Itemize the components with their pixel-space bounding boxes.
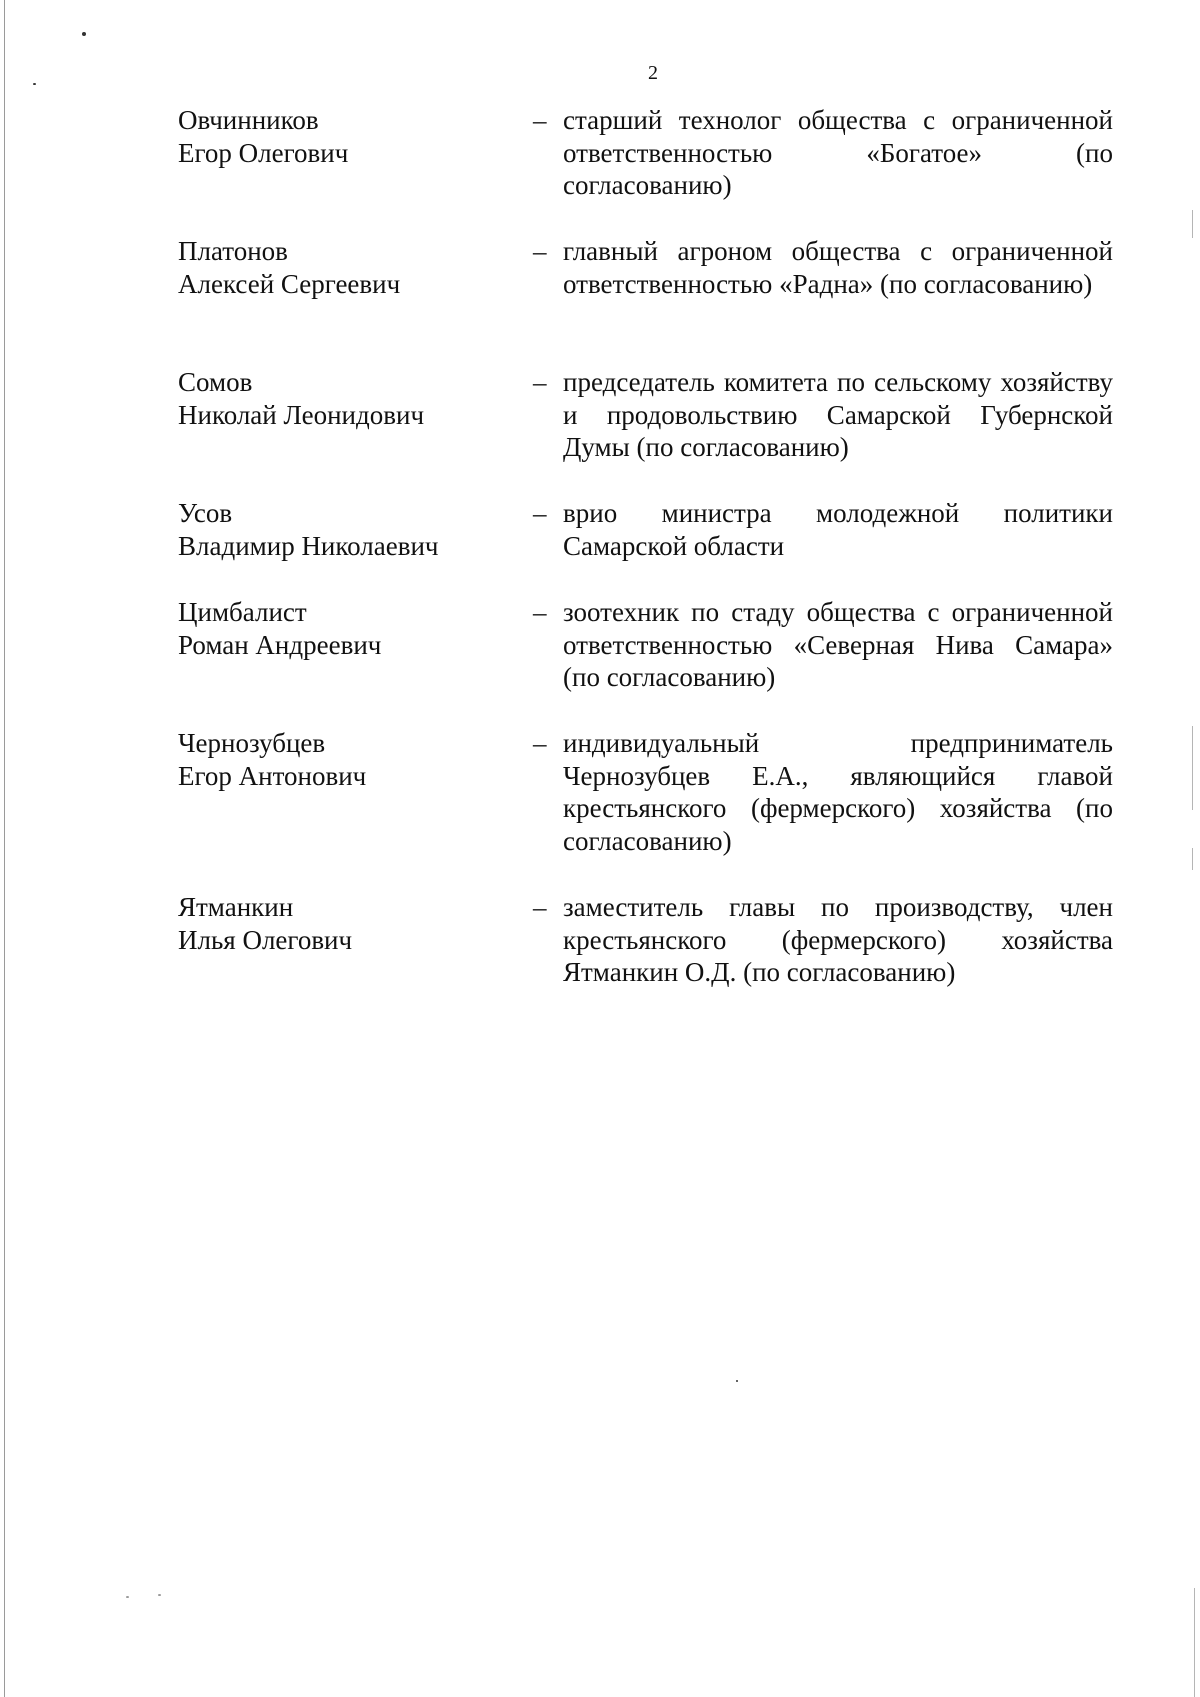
scan-edge-mark: [1194, 1588, 1195, 1697]
member-surname: Цимбалист: [178, 597, 307, 627]
scan-speck: [82, 32, 86, 36]
member-surname: Платонов: [178, 236, 288, 266]
scan-edge-mark: [1192, 210, 1193, 238]
member-name: [178, 727, 518, 792]
entry-dash: –: [533, 367, 547, 397]
member-surname: Чернозубцев: [178, 728, 326, 758]
member-position: главный агроном общества с ограниченной ответственностью «Радна» (по согласованию): [563, 236, 1113, 299]
member-name: [178, 366, 518, 431]
entry-dash: –: [533, 105, 547, 135]
scan-edge-mark: [1192, 848, 1193, 870]
scan-edge-mark: [1192, 726, 1193, 810]
member-surname: Ятманкин: [178, 892, 294, 922]
member-given-names: Николай Леонидович: [178, 399, 425, 430]
member-given-names: Владимир Николаевич: [178, 530, 439, 561]
scan-speck: [736, 1380, 738, 1382]
entry-dash: –: [533, 892, 547, 922]
member-given-names: Илья Олегович: [178, 924, 353, 955]
member-name: [178, 104, 518, 169]
member-surname: Усов: [178, 498, 233, 528]
entry-dash: –: [533, 728, 547, 758]
entry-dash: –: [533, 236, 547, 266]
member-given-names: Егор Олегович: [178, 137, 349, 168]
member-position: председатель комитета по сельскому хозяйству и продовольствию Самарской Губернской Думы (по согласованию): [563, 367, 1113, 462]
member-position: зоотехник по стаду общества с ограниченной ответственностью «Северная Нива Самара» (по согласованию): [563, 597, 1113, 692]
member-given-names: Егор Антонович: [178, 760, 367, 791]
scan-speck: [158, 1594, 161, 1596]
scan-edge-line: [4, 0, 5, 1697]
page-number: 2: [648, 62, 658, 84]
member-name: [178, 891, 518, 956]
member-position: индивидуальный предприниматель Чернозубцев Е.А., являющийся главой крестьянского (фермерского) хозяйства (по согласованию): [563, 728, 1113, 856]
member-given-names: Алексей Сергеевич: [178, 268, 401, 299]
member-position: старший технолог общества с ограниченной ответственностью «Богатое» (по согласованию): [563, 105, 1113, 200]
entry-dash: –: [533, 597, 547, 627]
member-position: врио министра молодежной политики Самарской области: [563, 498, 1113, 561]
member-given-names: Роман Андреевич: [178, 629, 382, 660]
member-name: [178, 497, 518, 562]
member-surname: Сомов: [178, 367, 253, 397]
member-position: заместитель главы по производству, член крестьянского (фермерского) хозяйства Ятманкин О.Д. (по согласованию): [563, 892, 1113, 987]
entry-dash: –: [533, 498, 547, 528]
member-surname: Овчинников: [178, 105, 319, 135]
scan-speck: [33, 83, 36, 85]
member-name: [178, 235, 518, 300]
member-name: [178, 596, 518, 661]
scan-speck: [126, 1596, 129, 1598]
